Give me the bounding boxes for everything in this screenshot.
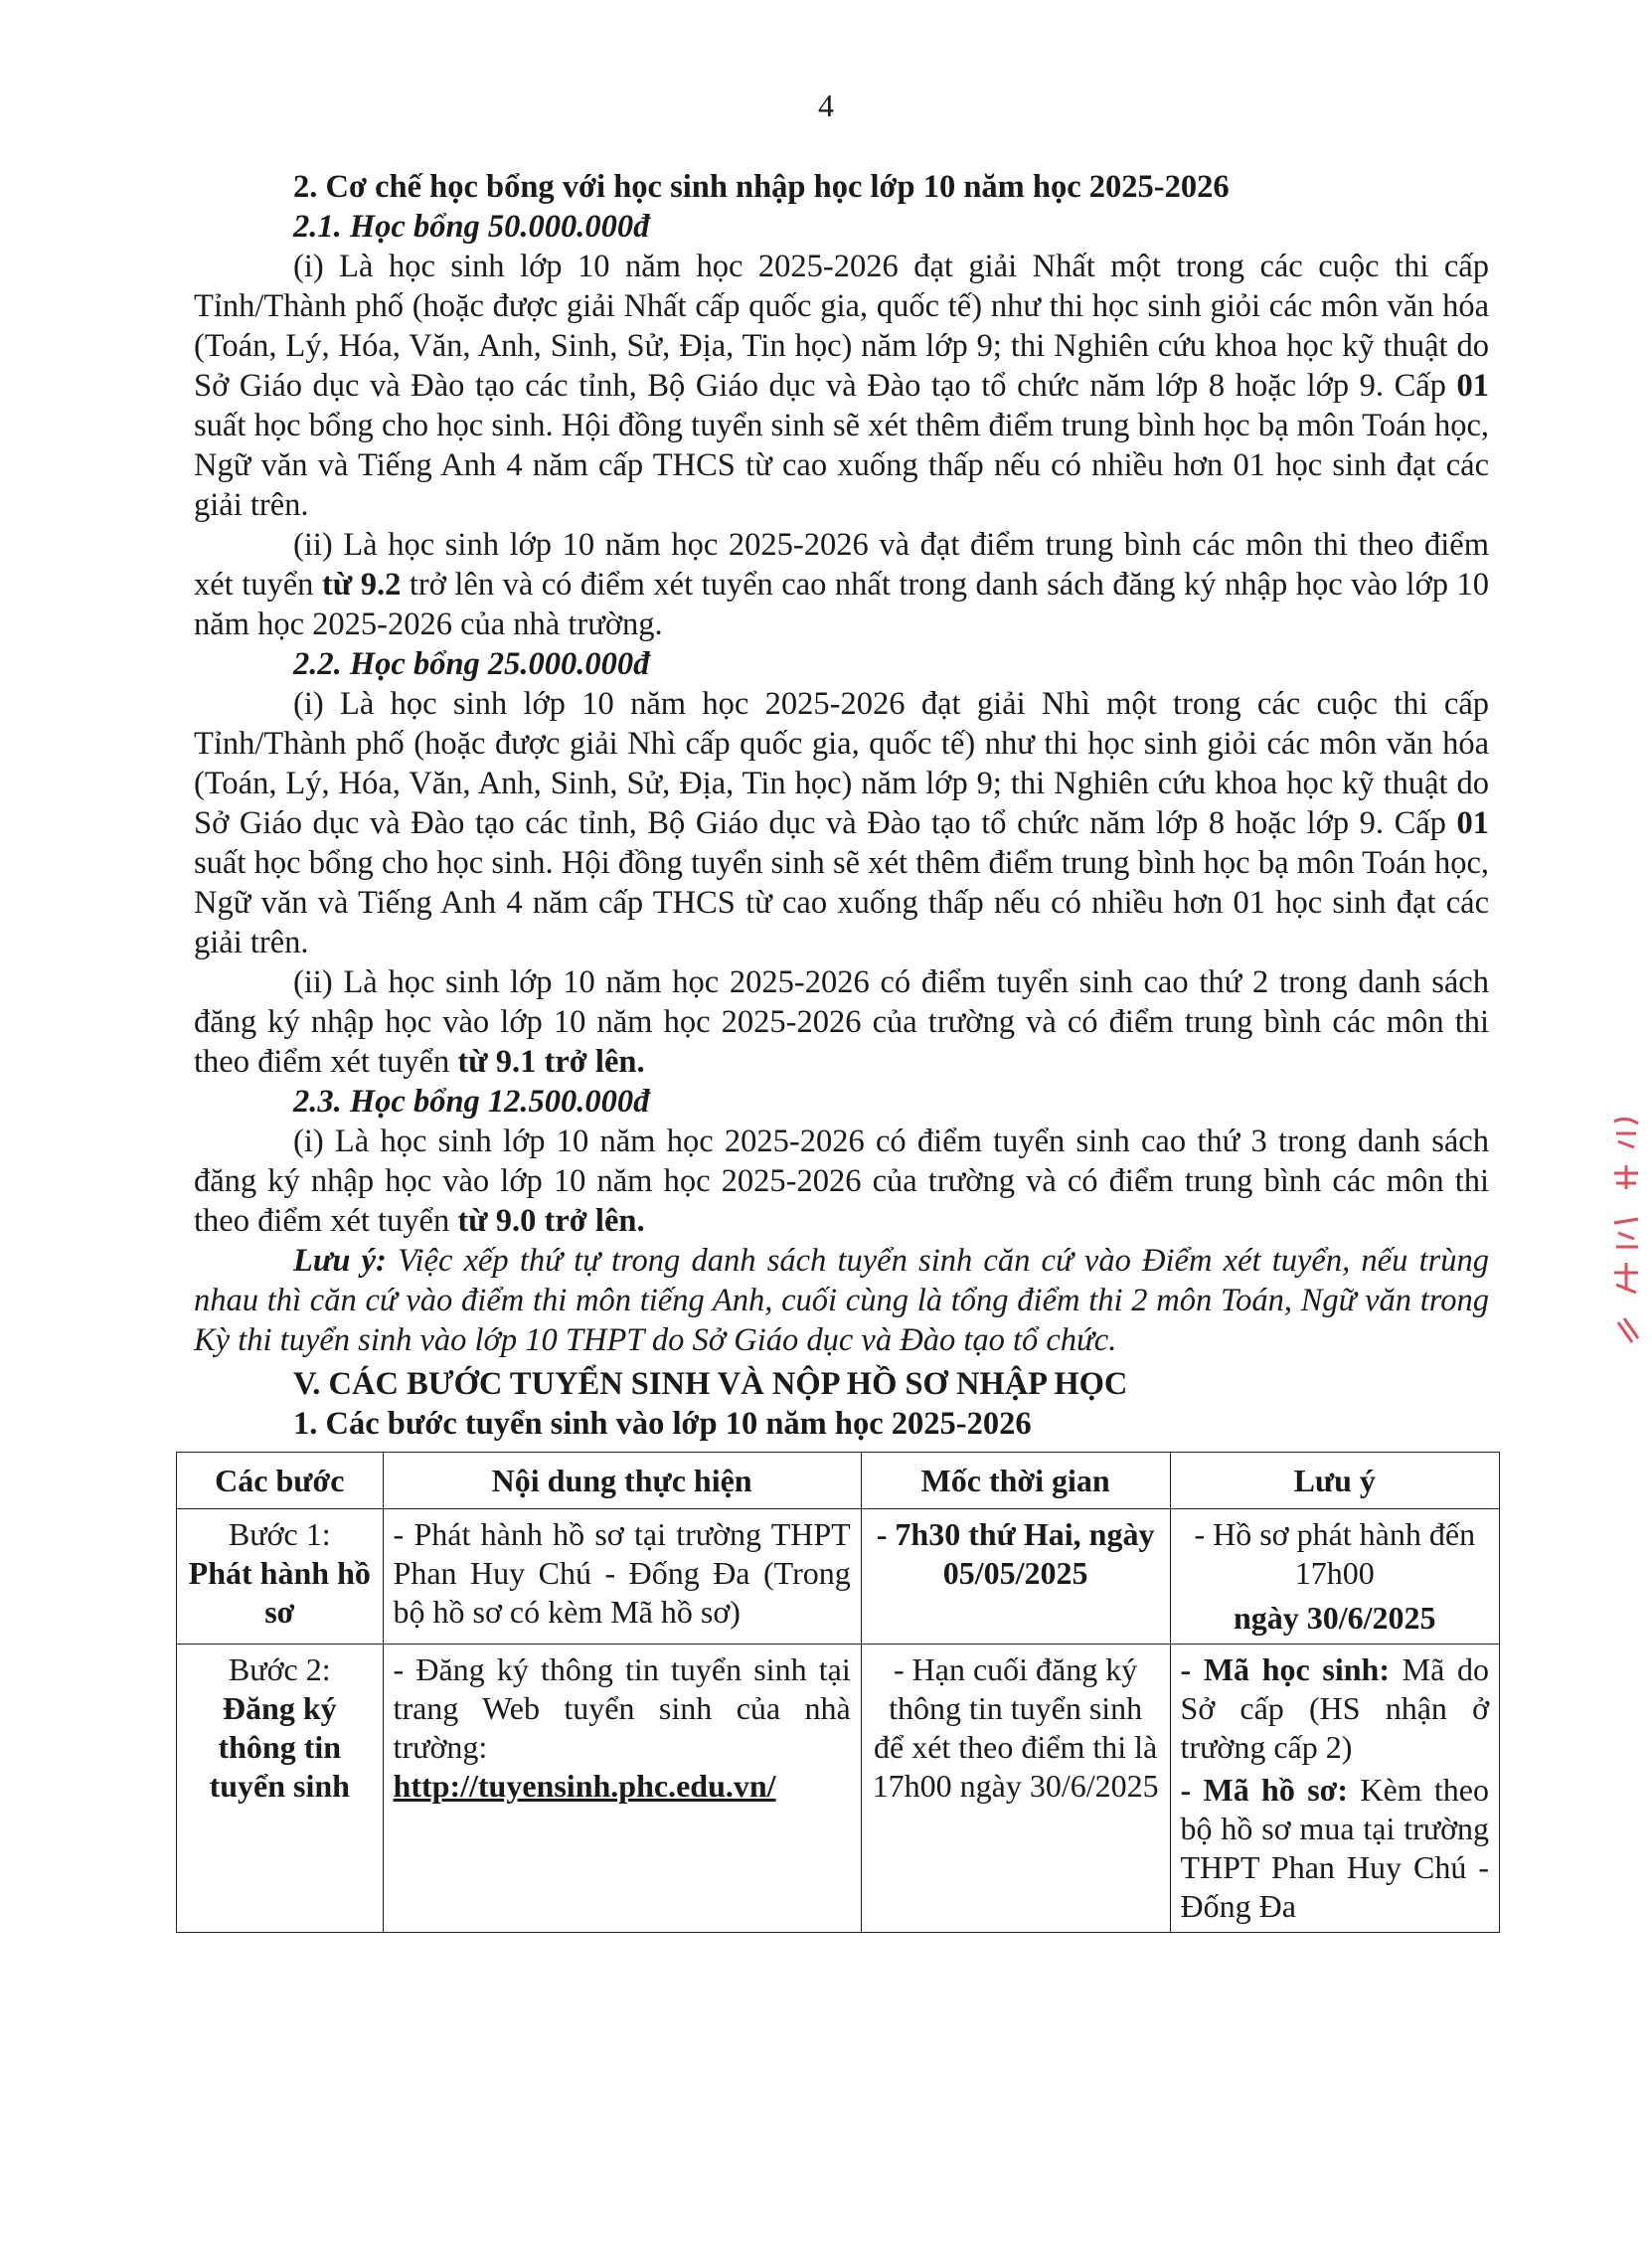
- table-row: [177, 1645, 1500, 1933]
- registration-link[interactable]: http://tuyensinh.phc.edu.vn/: [393, 1768, 776, 1804]
- red-stamp-edge: [1608, 1114, 1644, 1362]
- admission-steps-title: 1. Các bước tuyển sinh vào lớp 10 năm học 2025-2026: [293, 1406, 1032, 1442]
- header-note: Lưu ý: [1170, 1453, 1499, 1509]
- step-1-note: - Hồ sơ phát hành đến 17h00 ngày 30/6/2025: [1170, 1509, 1499, 1645]
- step-1-cell: Bước 1: Phát hành hồ sơ: [177, 1509, 384, 1645]
- header-steps: Các bước: [177, 1453, 384, 1509]
- section-2-heading: 2. Cơ chế học bổng với học sinh nhập học lớp 10 năm học 2025-2026: [293, 169, 1230, 205]
- header-content: Nội dung thực hiện: [383, 1453, 861, 1509]
- scholarship-50m-title: 2.1. Học bổng 50.000.000đ: [293, 209, 650, 245]
- scholarship-25m-criteria-ii: (ii) Là học sinh lớp 10 năm học 2025-2026 có điểm tuyển sinh cao thứ 2 trong danh sách đăng ký nhập học vào lớp 10 năm học 2025-2026 của trường và có điểm trung bình các môn thi theo điểm xét tuyển từ 9.1 trở lên.: [194, 964, 1489, 1080]
- step-1-time: - 7h30 thứ Hai, ngày 05/05/2025: [861, 1509, 1170, 1645]
- scholarship-25m-title: 2.2. Học bổng 25.000.000đ: [293, 646, 650, 682]
- step-1-content: - Phát hành hồ sơ tại trường THPT Phan Huy Chú - Đống Đa (Trong bộ hồ sơ có kèm Mã hồ sơ): [383, 1509, 861, 1645]
- scholarship-50m-criteria-ii: (ii) Là học sinh lớp 10 năm học 2025-2026 và đạt điểm trung bình các môn thi theo điểm xét tuyển từ 9.2 trở lên và có điểm xét tuyển cao nhất trong danh sách đăng ký nhập học vào lớp 10 năm học 2025-2026 của nhà trường.: [194, 527, 1489, 642]
- table-header-row: [177, 1453, 1500, 1509]
- page-number: 4: [818, 87, 834, 123]
- step-2-content: - Đăng ký thông tin tuyển sinh tại trang Web tuyển sinh của nhà trường: http://tuyensinh.phc.edu.vn/: [383, 1645, 861, 1933]
- section-5-heading: V. CÁC BƯỚC TUYỂN SINH VÀ NỘP HỒ SƠ NHẬP HỌC: [293, 1366, 1128, 1402]
- ranking-note: Lưu ý: Việc xếp thứ tự trong danh sách tuyển sinh căn cứ vào Điểm xét tuyển, nếu trùng nhau thì căn cứ vào điểm thi môn tiếng Anh, cuối cùng là tổng điểm thi 2 môn Toán, Ngữ văn trong Kỳ thi tuyển sinh vào lớp 10 THPT do Sở Giáo dục và Đào tạo tổ chức.: [194, 1243, 1489, 1358]
- step-2-time: - Hạn cuối đăng ký thông tin tuyển sinh để xét theo điểm thi là 17h00 ngày 30/6/2025: [861, 1645, 1170, 1933]
- header-timeline: Mốc thời gian: [861, 1453, 1170, 1509]
- scholarship-50m-criteria-i: (i) Là học sinh lớp 10 năm học 2025-2026 đạt giải Nhất một trong các cuộc thi cấp Tỉnh/Thành phố (hoặc được giải Nhất cấp quốc gia, quốc tế) như thi học sinh giỏi các môn văn hóa (Toán, Lý, Hóa, Văn, Anh, Sinh, Sử, Địa, Tin học) năm lớp 9; thi Nghiên cứu khoa học kỹ thuật do Sở Giáo dục và Đào tạo các tỉnh, Bộ Giáo dục và Đào tạo tổ chức năm lớp 8 hoặc lớp 9. Cấp 01 suất học bổng cho học sinh. Hội đồng tuyển sinh sẽ xét thêm điểm trung bình học bạ môn Toán học, Ngữ văn và Tiếng Anh 4 năm cấp THCS từ cao xuống thấp nếu có nhiều hơn 01 học sinh đạt các giải trên.: [194, 249, 1489, 523]
- scholarship-12m-criteria-i: (i) Là học sinh lớp 10 năm học 2025-2026 có điểm tuyển sinh cao thứ 3 trong danh sách đăng ký nhập học vào lớp 10 năm học 2025-2026 của trường và có điểm trung bình các môn thi theo điểm xét tuyển từ 9.0 trở lên.: [194, 1124, 1489, 1239]
- document-body: [188, 167, 1490, 1933]
- scholarship-12m-title: 2.3. Học bổng 12.500.000đ: [293, 1084, 650, 1120]
- scholarship-25m-criteria-i: (i) Là học sinh lớp 10 năm học 2025-2026 đạt giải Nhì một trong các cuộc thi cấp Tỉnh/Thành phố (hoặc được giải Nhì cấp quốc gia, quốc tế) như thi học sinh giỏi các môn văn hóa (Toán, Lý, Hóa, Văn, Anh, Sinh, Sử, Địa, Tin học) năm lớp 9; thi Nghiên cứu khoa học kỹ thuật do Sở Giáo dục và Đào tạo các tỉnh, Bộ Giáo dục và Đào tạo tổ chức năm lớp 8 hoặc lớp 9. Cấp 01 suất học bổng cho học sinh. Hội đồng tuyển sinh sẽ xét thêm điểm trung bình học bạ môn Toán học, Ngữ văn và Tiếng Anh 4 năm cấp THCS từ cao xuống thấp nếu có nhiều hơn 01 học sinh đạt các giải trên.: [194, 686, 1489, 960]
- step-2-cell: Bước 2: Đăng ký thông tin tuyển sinh: [177, 1645, 384, 1933]
- step-2-note: - Mã học sinh: Mã do Sở cấp (HS nhận ở trường cấp 2) - Mã hồ sơ: Kèm theo bộ hồ sơ mua tại trường THPT Phan Huy Chú - Đống Đa: [1170, 1645, 1499, 1933]
- admission-steps-table: [176, 1452, 1500, 1933]
- table-row: [177, 1509, 1500, 1645]
